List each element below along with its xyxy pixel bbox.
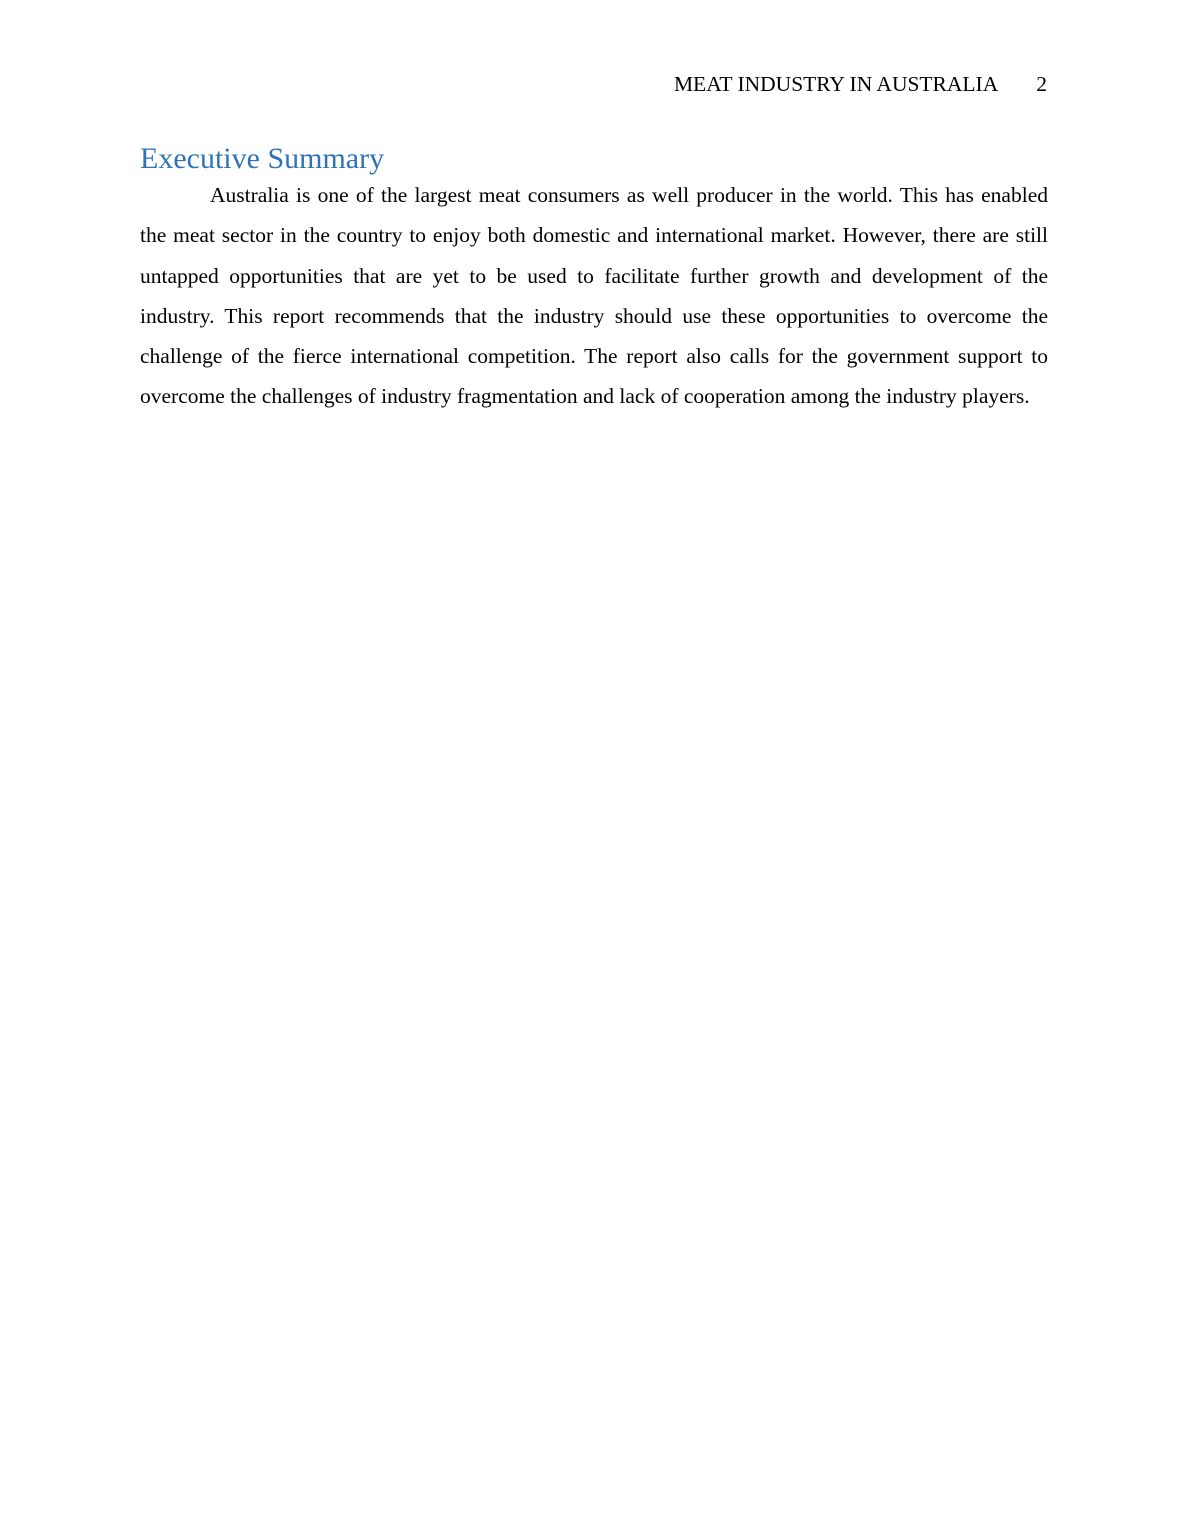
body-paragraph: Australia is one of the largest meat consumers as well producer in the world. This has enabled the meat sector in the country to enjoy both domestic and international market. However, there are still untapped opportunities that are yet to be used to facilitate further growth and development of the industry. This report recommends that the industry should use these opportunities to overcome the challenge of the fierce international competition. The report also calls for the government support to overcome the challenges of industry fragmentation and lack of cooperation among the industry players. xyxy=(140,183,1048,409)
running-head-title: MEAT INDUSTRY IN AUSTRALIA xyxy=(673,72,999,96)
section-heading: Executive Summary xyxy=(140,142,385,175)
running-header xyxy=(674,70,1047,98)
page-number: 2 xyxy=(1036,72,1047,96)
